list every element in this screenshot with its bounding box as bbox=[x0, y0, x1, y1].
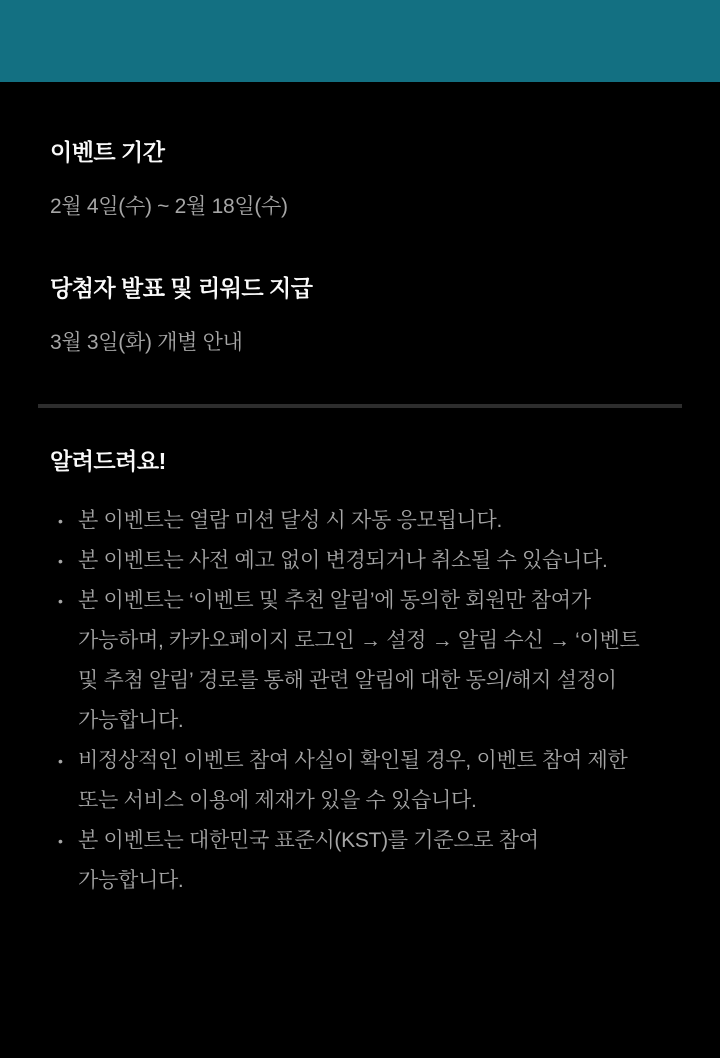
event-period-heading: 이벤트 기간 bbox=[50, 139, 165, 165]
notice-item: • 본 이벤트는 열람 미션 달성 시 자동 응모됩니다. bbox=[50, 501, 646, 541]
notice-item: • 본 이벤트는 ‘이벤트 및 추천 알림’에 동의한 회원만 참여가 가능하며, 카카오페이지 로그인 → 설정 → 알림 수신 → ‘이벤트 및 추첨 알림’ 경로를 통해 관련 알림에 대한 동의/해지 설정이 가능합니다. bbox=[50, 581, 646, 741]
event-banner-strip bbox=[0, 0, 720, 82]
notice-item: • 비정상적인 이벤트 참여 사실이 확인될 경우, 이벤트 참여 제한 또는 서비스 이용에 제재가 있을 수 있습니다. bbox=[50, 741, 646, 821]
event-info-section bbox=[0, 136, 720, 358]
event-period-section bbox=[50, 136, 670, 222]
event-period-value: 2월 4일(수) ~ 2월 18일(수) bbox=[50, 195, 288, 218]
notice-section bbox=[50, 445, 670, 901]
notice-heading: 알려드려요! bbox=[50, 448, 166, 474]
notice-list bbox=[50, 501, 646, 901]
notice-item: • 본 이벤트는 대한민국 표준시(KST)를 기준으로 참여 가능합니다. bbox=[50, 821, 646, 901]
winner-announcement-section bbox=[50, 272, 670, 358]
winner-announcement-heading: 당첨자 발표 및 리워드 지급 bbox=[50, 275, 313, 301]
section-divider bbox=[38, 404, 682, 408]
winner-announcement-value: 3월 3일(화) 개별 안내 bbox=[50, 331, 243, 354]
notice-section-wrapper bbox=[0, 445, 720, 901]
notice-item: • 본 이벤트는 사전 예고 없이 변경되거나 취소될 수 있습니다. bbox=[50, 541, 646, 581]
